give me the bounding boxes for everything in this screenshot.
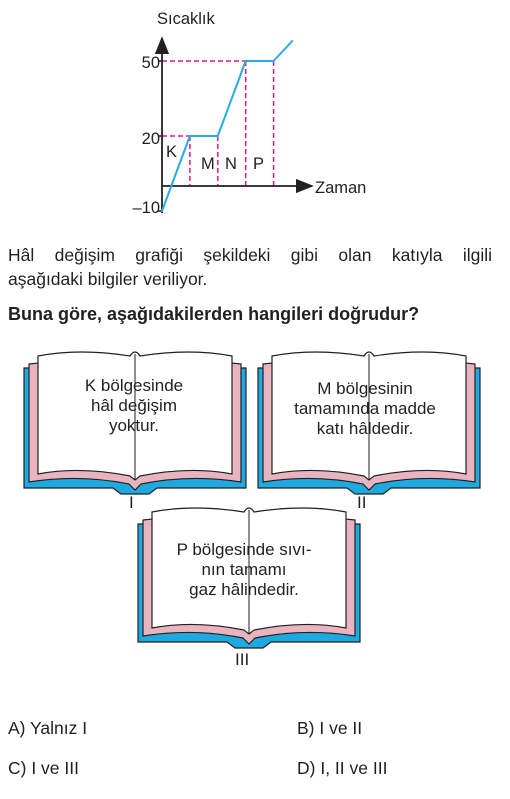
choice-a[interactable]: A) Yalnız I bbox=[8, 718, 88, 738]
statement-i-line-2: hâl değişim bbox=[91, 396, 177, 415]
statement-i-line-3: yoktur. bbox=[108, 416, 160, 435]
region-label-n: N bbox=[225, 155, 237, 173]
question-stem-line-1: Hâl değişim grafiği şekildeki gibi olan katıyla ilgili bbox=[8, 245, 492, 265]
statement-iii bbox=[164, 540, 324, 600]
y-axis-label: Sıcaklık bbox=[157, 10, 215, 28]
statement-ii-line-2: tamamında madde bbox=[294, 399, 436, 418]
roman-label-i: I bbox=[129, 493, 134, 512]
statement-iii-line-1: P bölgesinde sıvı- bbox=[176, 540, 312, 559]
y-tick-label-50: 50 bbox=[141, 54, 160, 72]
roman-label-iii: III bbox=[235, 650, 250, 669]
statement-ii bbox=[285, 379, 445, 439]
statement-ii-line-3: katı hâldedir. bbox=[316, 419, 414, 438]
statement-iii-line-3: gaz hâlindedir. bbox=[189, 580, 299, 599]
choice-c[interactable]: C) I ve III bbox=[8, 758, 79, 778]
question-prompt: Buna göre, aşağıdakilerden hangileri doğrudur? bbox=[8, 304, 420, 324]
statement-i bbox=[54, 376, 214, 436]
region-label-m: M bbox=[201, 155, 215, 173]
choice-b[interactable]: B) I ve II bbox=[297, 718, 363, 738]
choice-d[interactable]: D) I, II ve III bbox=[297, 758, 388, 778]
region-label-p: P bbox=[253, 155, 265, 173]
x-axis-label: Zaman bbox=[315, 179, 367, 197]
region-label-k: K bbox=[166, 143, 178, 161]
y-tick-label-neg10: –10 bbox=[132, 199, 160, 217]
y-tick-label-20: 20 bbox=[141, 130, 160, 148]
question-stem-line-2: aşağıdaki bilgiler veriliyor. bbox=[8, 269, 208, 289]
roman-label-ii: II bbox=[357, 493, 367, 512]
statement-iii-line-2: nın tamamı bbox=[201, 560, 287, 579]
statement-i-line-1: K bölgesinde bbox=[84, 376, 184, 395]
statement-ii-line-1: M bölgesinin bbox=[317, 379, 413, 398]
